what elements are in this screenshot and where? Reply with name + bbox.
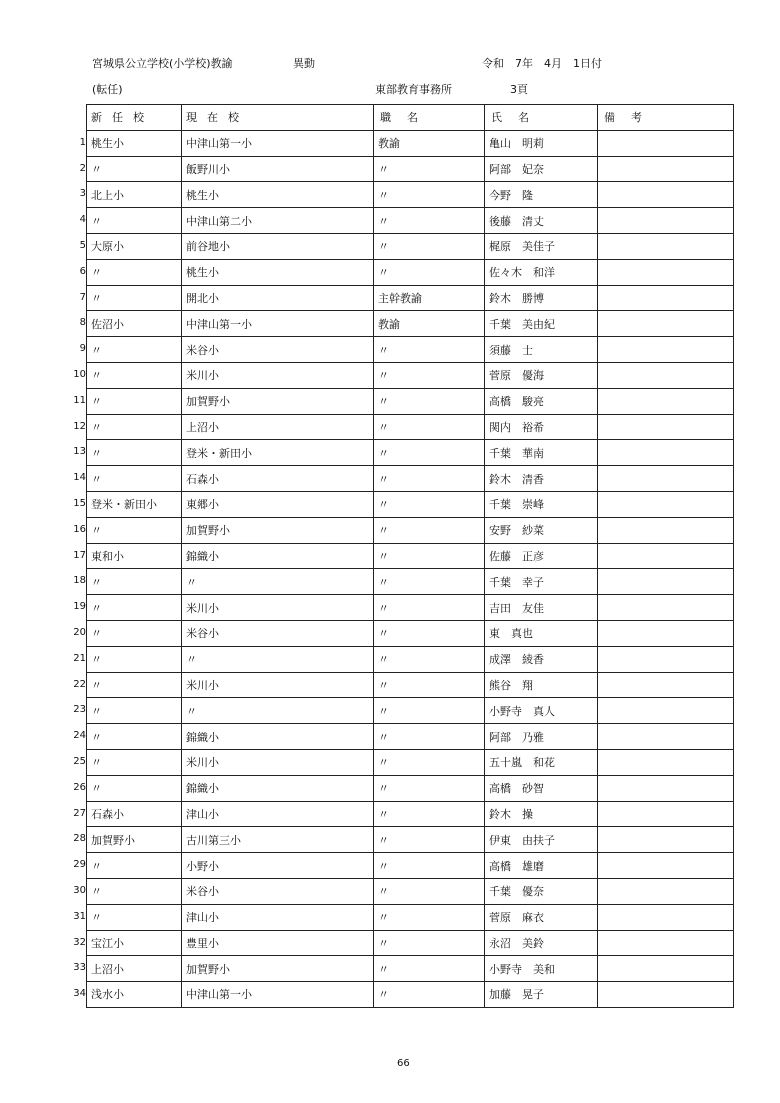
table-row [87, 595, 734, 621]
row-number: 11 [73, 394, 86, 406]
position-cell: 〃 [374, 853, 485, 879]
table-row [87, 853, 734, 879]
position-cell: 〃 [374, 414, 485, 440]
row-number: 27 [73, 807, 86, 819]
new-school-cell: 大原小 [87, 233, 182, 259]
new-school-cell: 宝江小 [87, 930, 182, 956]
position-cell: 〃 [374, 904, 485, 930]
row-number: 8 [79, 317, 86, 329]
teacher-name-cell: 千葉 優奈 [485, 878, 598, 904]
position-cell: 〃 [374, 878, 485, 904]
remarks-cell [598, 311, 734, 337]
row-number: 23 [73, 704, 86, 716]
document-date: 令和 7年 4月 1日付 [482, 57, 602, 70]
table-body [87, 130, 734, 1007]
remarks-cell [598, 595, 734, 621]
remarks-cell [598, 775, 734, 801]
table-row [87, 569, 734, 595]
table-row [87, 388, 734, 414]
position-cell: 〃 [374, 182, 485, 208]
current-school-cell: 登米・新田小 [182, 440, 374, 466]
current-school-cell: 古川第三小 [182, 827, 374, 853]
table-row [87, 749, 734, 775]
table-row [87, 878, 734, 904]
table-row [87, 311, 734, 337]
document-title: 宮城県公立学校(小学校)教諭 [92, 57, 233, 70]
new-school-cell: 北上小 [87, 182, 182, 208]
remarks-cell [598, 233, 734, 259]
row-number: 18 [73, 575, 86, 587]
teacher-name-cell: 伊東 由扶子 [485, 827, 598, 853]
table-row [87, 904, 734, 930]
current-school-cell: 加賀野小 [182, 517, 374, 543]
new-school-cell: 登米・新田小 [87, 491, 182, 517]
table-header-row [87, 105, 734, 131]
row-number: 12 [73, 420, 86, 432]
position-cell: 〃 [374, 466, 485, 492]
table-row [87, 285, 734, 311]
current-school-cell: 中津山第一小 [182, 130, 374, 156]
position-cell: 〃 [374, 362, 485, 388]
teacher-name-cell: 五十嵐 和花 [485, 749, 598, 775]
remarks-cell [598, 259, 734, 285]
row-number: 29 [73, 859, 86, 871]
teacher-name-cell: 千葉 崇峰 [485, 491, 598, 517]
teacher-name-cell: 小野寺 美和 [485, 956, 598, 982]
position-cell: 〃 [374, 956, 485, 982]
current-school-cell: 石森小 [182, 466, 374, 492]
remarks-cell [598, 440, 734, 466]
remarks-cell [598, 543, 734, 569]
new-school-cell: 石森小 [87, 801, 182, 827]
row-number: 21 [73, 652, 86, 664]
table-row [87, 337, 734, 363]
remarks-cell [598, 930, 734, 956]
position-cell: 〃 [374, 827, 485, 853]
remarks-cell [598, 130, 734, 156]
remarks-cell [598, 620, 734, 646]
row-number: 31 [73, 910, 86, 922]
table-row [87, 956, 734, 982]
teacher-name-cell: 熊谷 翔 [485, 672, 598, 698]
position-cell: 教諭 [374, 311, 485, 337]
table-row [87, 130, 734, 156]
position-cell: 〃 [374, 569, 485, 595]
sheet-page-label: 3頁 [510, 83, 528, 96]
teacher-name-cell: 千葉 幸子 [485, 569, 598, 595]
remarks-cell [598, 646, 734, 672]
new-school-cell: 佐沼小 [87, 311, 182, 337]
current-school-cell: 桃生小 [182, 259, 374, 285]
current-school-cell: 飯野川小 [182, 156, 374, 182]
current-school-cell: 加賀野小 [182, 956, 374, 982]
current-school-cell: 米川小 [182, 672, 374, 698]
remarks-cell [598, 801, 734, 827]
position-cell: 〃 [374, 517, 485, 543]
position-cell: 〃 [374, 156, 485, 182]
row-number: 30 [73, 884, 86, 896]
remarks-cell [598, 388, 734, 414]
remarks-cell [598, 853, 734, 879]
new-school-cell: 桃生小 [87, 130, 182, 156]
teacher-name-cell: 佐藤 正彦 [485, 543, 598, 569]
remarks-cell [598, 827, 734, 853]
new-school-cell: 東和小 [87, 543, 182, 569]
current-school-cell: 米谷小 [182, 620, 374, 646]
remarks-cell [598, 362, 734, 388]
table-row [87, 646, 734, 672]
row-number: 26 [73, 781, 86, 793]
current-school-cell: 開北小 [182, 285, 374, 311]
new-school-cell: 〃 [87, 440, 182, 466]
current-school-cell: 米谷小 [182, 878, 374, 904]
position-cell: 〃 [374, 595, 485, 621]
row-number: 20 [73, 626, 86, 638]
position-cell: 〃 [374, 491, 485, 517]
teacher-name-cell: 吉田 友佳 [485, 595, 598, 621]
teacher-name-cell: 鈴木 清香 [485, 466, 598, 492]
row-number: 14 [73, 472, 86, 484]
current-school-cell: 中津山第一小 [182, 982, 374, 1008]
remarks-cell [598, 182, 734, 208]
position-cell: 〃 [374, 930, 485, 956]
position-cell: 〃 [374, 440, 485, 466]
page-number: 66 [397, 1058, 410, 1069]
current-school-cell: 加賀野小 [182, 388, 374, 414]
remarks-cell [598, 672, 734, 698]
position-cell: 〃 [374, 208, 485, 234]
row-number: 24 [73, 730, 86, 742]
remarks-cell [598, 878, 734, 904]
teacher-name-cell: 永沼 美鈴 [485, 930, 598, 956]
row-number: 15 [73, 497, 86, 509]
new-school-cell: 上沼小 [87, 956, 182, 982]
row-number: 19 [73, 601, 86, 613]
table-row [87, 982, 734, 1008]
new-school-cell: 〃 [87, 646, 182, 672]
table-row [87, 466, 734, 492]
teacher-name-cell: 今野 隆 [485, 182, 598, 208]
teacher-name-cell: 成澤 綾香 [485, 646, 598, 672]
row-number: 3 [79, 188, 86, 200]
teacher-name-cell: 梶原 美佳子 [485, 233, 598, 259]
position-cell: 〃 [374, 259, 485, 285]
table-row [87, 620, 734, 646]
document-type: 異動 [293, 57, 315, 70]
new-school-cell: 〃 [87, 362, 182, 388]
new-school-cell: 〃 [87, 259, 182, 285]
new-school-cell: 〃 [87, 620, 182, 646]
position-cell: 〃 [374, 646, 485, 672]
row-number: 2 [79, 162, 86, 174]
remarks-cell [598, 414, 734, 440]
current-school-cell: 中津山第二小 [182, 208, 374, 234]
teacher-name-cell: 東 真也 [485, 620, 598, 646]
table-row [87, 801, 734, 827]
row-number: 32 [73, 936, 86, 948]
new-school-cell: 〃 [87, 208, 182, 234]
new-school-cell: 〃 [87, 517, 182, 543]
table-row [87, 182, 734, 208]
table-row [87, 156, 734, 182]
remarks-cell [598, 698, 734, 724]
office-name: 東部教育事務所 [375, 83, 452, 96]
position-cell: 〃 [374, 801, 485, 827]
row-number: 5 [79, 239, 86, 251]
column-header-new-school: 新任校 [87, 105, 182, 131]
row-number: 28 [73, 833, 86, 845]
position-cell: 〃 [374, 388, 485, 414]
column-header-name: 氏名 [485, 105, 598, 131]
row-number: 33 [73, 962, 86, 974]
remarks-cell [598, 285, 734, 311]
remarks-cell [598, 466, 734, 492]
new-school-cell: 〃 [87, 414, 182, 440]
current-school-cell: 米川小 [182, 749, 374, 775]
transfer-roster-table [86, 104, 734, 1008]
remarks-cell [598, 156, 734, 182]
remarks-cell [598, 749, 734, 775]
new-school-cell: 〃 [87, 672, 182, 698]
new-school-cell: 浅水小 [87, 982, 182, 1008]
remarks-cell [598, 724, 734, 750]
new-school-cell: 〃 [87, 337, 182, 363]
row-number: 7 [79, 291, 86, 303]
remarks-cell [598, 491, 734, 517]
column-header-remarks: 備考 [598, 105, 734, 131]
new-school-cell: 〃 [87, 156, 182, 182]
teacher-name-cell: 菅原 優海 [485, 362, 598, 388]
column-header-current-school: 現在校 [182, 105, 374, 131]
row-number: 34 [73, 988, 86, 1000]
remarks-cell [598, 517, 734, 543]
new-school-cell: 〃 [87, 698, 182, 724]
current-school-cell: 豊里小 [182, 930, 374, 956]
column-header-position: 職名 [374, 105, 485, 131]
table-row [87, 517, 734, 543]
row-number: 25 [73, 755, 86, 767]
new-school-cell: 〃 [87, 595, 182, 621]
table-row [87, 233, 734, 259]
table-row [87, 930, 734, 956]
table-row [87, 724, 734, 750]
row-number: 6 [79, 265, 86, 277]
new-school-cell: 〃 [87, 285, 182, 311]
position-cell: 主幹教諭 [374, 285, 485, 311]
current-school-cell: 桃生小 [182, 182, 374, 208]
table-row [87, 491, 734, 517]
table-row [87, 208, 734, 234]
teacher-name-cell: 須藤 士 [485, 337, 598, 363]
teacher-name-cell: 千葉 華南 [485, 440, 598, 466]
teacher-name-cell: 加藤 晃子 [485, 982, 598, 1008]
row-number: 1 [79, 136, 86, 148]
current-school-cell: 錦織小 [182, 724, 374, 750]
row-number: 16 [73, 523, 86, 535]
new-school-cell: 〃 [87, 904, 182, 930]
row-number: 17 [73, 549, 86, 561]
new-school-cell: 加賀野小 [87, 827, 182, 853]
new-school-cell: 〃 [87, 749, 182, 775]
position-cell: 〃 [374, 775, 485, 801]
current-school-cell: 中津山第一小 [182, 311, 374, 337]
table-row [87, 698, 734, 724]
position-cell: 〃 [374, 543, 485, 569]
current-school-cell: 錦織小 [182, 775, 374, 801]
position-cell: 〃 [374, 233, 485, 259]
new-school-cell: 〃 [87, 569, 182, 595]
remarks-cell [598, 982, 734, 1008]
row-number: 10 [73, 368, 86, 380]
new-school-cell: 〃 [87, 853, 182, 879]
position-cell: 教諭 [374, 130, 485, 156]
table-row [87, 259, 734, 285]
teacher-name-cell: 高橋 砂智 [485, 775, 598, 801]
teacher-name-cell: 高橋 雄磨 [485, 853, 598, 879]
position-cell: 〃 [374, 337, 485, 363]
row-number: 22 [73, 678, 86, 690]
teacher-name-cell: 安野 紗菜 [485, 517, 598, 543]
position-cell: 〃 [374, 982, 485, 1008]
remarks-cell [598, 337, 734, 363]
teacher-name-cell: 鈴木 操 [485, 801, 598, 827]
current-school-cell: 〃 [182, 569, 374, 595]
row-number-column [70, 104, 86, 1007]
new-school-cell: 〃 [87, 388, 182, 414]
teacher-name-cell: 小野寺 真人 [485, 698, 598, 724]
document-subtitle: (転任) [92, 83, 123, 96]
teacher-name-cell: 高橋 駿亮 [485, 388, 598, 414]
remarks-cell [598, 569, 734, 595]
table-row [87, 775, 734, 801]
current-school-cell: 〃 [182, 698, 374, 724]
current-school-cell: 津山小 [182, 801, 374, 827]
table-row [87, 440, 734, 466]
current-school-cell: 東郷小 [182, 491, 374, 517]
position-cell: 〃 [374, 698, 485, 724]
new-school-cell: 〃 [87, 775, 182, 801]
current-school-cell: 米川小 [182, 595, 374, 621]
teacher-name-cell: 関内 裕希 [485, 414, 598, 440]
remarks-cell [598, 208, 734, 234]
table-row [87, 414, 734, 440]
current-school-cell: 米川小 [182, 362, 374, 388]
current-school-cell: 津山小 [182, 904, 374, 930]
position-cell: 〃 [374, 620, 485, 646]
new-school-cell: 〃 [87, 878, 182, 904]
teacher-name-cell: 佐々木 和洋 [485, 259, 598, 285]
remarks-cell [598, 956, 734, 982]
table-row [87, 543, 734, 569]
teacher-name-cell: 阿部 乃雅 [485, 724, 598, 750]
teacher-name-cell: 阿部 妃奈 [485, 156, 598, 182]
table-row [87, 362, 734, 388]
teacher-name-cell: 鈴木 勝博 [485, 285, 598, 311]
current-school-cell: 小野小 [182, 853, 374, 879]
table-row [87, 672, 734, 698]
current-school-cell: 〃 [182, 646, 374, 672]
teacher-name-cell: 千葉 美由紀 [485, 311, 598, 337]
table-row [87, 827, 734, 853]
teacher-name-cell: 後藤 清丈 [485, 208, 598, 234]
teacher-name-cell: 菅原 麻衣 [485, 904, 598, 930]
teacher-name-cell: 亀山 明莉 [485, 130, 598, 156]
current-school-cell: 錦織小 [182, 543, 374, 569]
new-school-cell: 〃 [87, 466, 182, 492]
row-number: 13 [73, 446, 86, 458]
position-cell: 〃 [374, 724, 485, 750]
current-school-cell: 前谷地小 [182, 233, 374, 259]
position-cell: 〃 [374, 749, 485, 775]
remarks-cell [598, 904, 734, 930]
new-school-cell: 〃 [87, 724, 182, 750]
row-number: 4 [79, 214, 86, 226]
current-school-cell: 米谷小 [182, 337, 374, 363]
current-school-cell: 上沼小 [182, 414, 374, 440]
position-cell: 〃 [374, 672, 485, 698]
row-number: 9 [79, 343, 86, 355]
